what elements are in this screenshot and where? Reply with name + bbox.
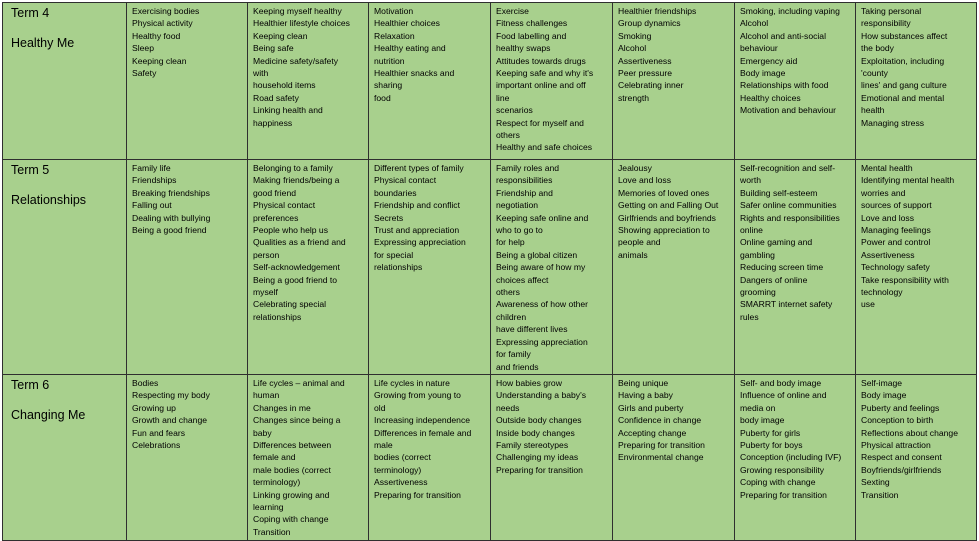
topic-cell [369,160,491,375]
topic-line: Changes in me [253,402,311,413]
topic-line: Relationships with food [740,80,829,91]
topic-line: Respect for myself and [496,117,584,128]
topic-line: Growth and change [132,415,208,426]
topic-line: Love and loss [861,212,915,223]
term-cell [3,3,127,160]
topic-line: Healthier choices [374,18,440,29]
term-theme: Healthy Me [11,36,75,50]
term-theme: Changing Me [11,408,86,422]
topic-line: Fitness challenges [496,18,568,29]
topic-line: old [374,402,386,413]
topic-line: SMARRT internet safety [740,299,833,310]
topic-line: good friend [253,187,297,198]
topic-line: Healthy choices [740,92,801,103]
topic-line: worth [740,175,762,186]
topic-line: Managing feelings [861,225,931,236]
topic-line: Technology safety [861,262,930,273]
topic-line: Puberty for girls [740,427,801,438]
topic-line: Friendship and conflict [374,200,460,211]
topic-line: Keeping safe online and [496,212,589,223]
topic-line: How substances affect [861,30,948,41]
topic-line: terminology) [374,464,422,475]
topic-line: Body image [740,68,786,79]
topic-line: food [374,92,391,103]
term-row-healthy-me [3,3,977,160]
topic-line: Inside body changes [496,427,575,438]
topic-line: Healthier friendships [618,6,697,16]
topic-cell [127,160,248,375]
topic-line: Environmental change [618,452,704,463]
topic-line: Transition [861,489,899,500]
topic-line: Respecting my body [132,390,210,401]
topic-line: gambling [740,249,775,260]
topic-line: bodies (correct [374,452,431,463]
topic-line: media on [740,402,776,413]
topic-line: Physical activity [132,18,193,29]
term-label: Term 6 [11,378,50,392]
topic-line: strength [618,92,650,103]
topic-line: Different types of family [374,163,464,173]
topic-line: negotiation [496,200,539,211]
topic-cell [248,160,369,375]
topic-line: Take responsibility with [861,274,949,285]
topic-line: Qualities as a friend and [253,237,346,248]
topic-line: Smoking [618,30,652,41]
topic-line: Boyfriends/girlfriends [861,464,942,475]
term-label: Term 5 [11,163,50,177]
topic-line: terminology) [253,477,301,488]
topic-line: Exploitation, including [861,55,945,66]
topic-cell [856,375,977,541]
topic-line: Preparing for transition [496,464,583,475]
topic-line: Healthier lifestyle choices [253,18,350,29]
topic-line: Taking personal [861,6,922,16]
topic-cell [491,375,613,541]
topic-line: Online gaming and [740,237,813,248]
topic-cell [248,375,369,541]
topic-line: others [496,287,520,298]
topic-line: Conception (including IVF) [740,452,842,463]
topic-cell [856,3,977,160]
topic-cell [735,160,856,375]
topic-cell [369,3,491,160]
topic-line: Differences in female and [374,427,472,438]
topic-line: Puberty for boys [740,440,803,451]
topic-line: important online and off [496,80,586,91]
topic-line: responsibility [861,18,911,29]
topic-line: Preparing for transition [374,489,461,500]
topic-line: Peer pressure [618,68,672,79]
topic-line: Keeping safe and why it's [496,68,594,79]
topic-line: Influence of online and [740,390,827,401]
topic-line: health [861,105,885,116]
topic-line: Rights and responsibilities [740,212,840,223]
topic-line: Emergency aid [740,55,798,66]
topic-line: Making friends/being a [253,175,340,186]
topic-line: Awareness of how other [496,299,589,310]
topic-line: Celebrating special [253,299,327,310]
topic-line: Healthy eating and [374,43,446,54]
curriculum-table [2,2,977,541]
topic-line: for help [496,237,525,248]
topic-line: needs [496,402,520,413]
topic-line: worries and [861,187,906,198]
topic-line: use [861,299,875,310]
topic-line: Alcohol and anti-social [740,30,826,41]
topic-line: Linking growing and [253,489,330,500]
topic-line: Reducing screen time [740,262,824,273]
topic-line: Being aware of how my [496,262,586,273]
topic-line: Exercising bodies [132,6,200,16]
topic-line: Girlfriends and boyfriends [618,212,716,223]
topic-line: Preparing for transition [618,440,705,451]
topic-line: who to go to [496,225,543,236]
topic-line: scenarios [496,105,533,116]
topic-line: Attitudes towards drugs [496,55,586,66]
topic-line: line [496,92,510,103]
topic-line: Emotional and mental [861,92,945,103]
topic-cell [856,160,977,375]
topic-line: Assertiveness [374,477,428,488]
topic-line: Jealousy [618,163,652,173]
topic-line: Life cycles in nature [374,378,450,388]
topic-line: Being a good friend [132,225,207,236]
topic-line: Mental health [861,163,913,173]
topic-line: Changes since being a [253,415,341,426]
topic-line: Assertiveness [861,249,915,260]
term-row-changing-me [3,375,977,541]
topic-line: baby [253,427,272,438]
topic-line: Safety [132,68,157,79]
topic-line: Puberty and feelings [861,402,940,413]
topic-line: Physical attraction [861,440,931,451]
topic-line: behaviour [740,43,778,54]
topic-line: Growing up [132,402,176,413]
topic-line: relationships [253,311,302,322]
topic-line: Celebrating inner [618,80,684,91]
topic-line: Smoking, including vaping [740,6,840,16]
topic-line: and friends [496,361,539,372]
topic-line: Physical contact [374,175,437,186]
topic-cell [613,160,735,375]
topic-line: Self-image [861,378,903,388]
topic-line: Keeping myself healthy [253,6,342,16]
topic-line: online [740,225,763,236]
topic-line: female and [253,452,296,463]
topic-line: people and [618,237,661,248]
topic-line: Falling out [132,200,172,211]
topic-line: Medicine safety/safety [253,55,339,66]
topic-line: Alcohol [740,18,769,29]
term-cell [3,375,127,541]
topic-line: Coping with change [253,514,329,525]
topic-cell [127,3,248,160]
topic-line: Healthy and safe choices [496,142,593,153]
topic-line: Secrets [374,212,404,223]
term-row-relationships [3,160,977,375]
term-label: Term 4 [11,6,50,20]
topic-line: Sexting [861,477,890,488]
topic-line: Group dynamics [618,18,681,29]
topic-cell [491,3,613,160]
topic-cell [735,3,856,160]
topic-line: boundaries [374,187,417,198]
topic-line: Motivation [374,6,414,16]
topic-line: Healthy food [132,30,181,41]
topic-line: Growing from young to [374,390,461,401]
topic-line: Breaking friendships [132,187,210,198]
topic-line: People who help us [253,225,329,236]
topic-line: happiness [253,117,293,128]
topic-line: Dangers of online [740,274,808,285]
topic-cell [127,375,248,541]
topic-line: Relaxation [374,30,415,41]
topic-line: nutrition [374,55,405,66]
topic-line: person [253,249,280,260]
topic-line: human [253,390,280,401]
topic-line: Differences between [253,440,332,451]
topic-line: choices affect [496,274,549,285]
topic-line: Fun and fears [132,427,186,438]
topic-line: Friendships [132,175,177,186]
topic-line: Being unique [618,378,669,388]
topic-line: Power and control [861,237,931,248]
topic-line: Outside body changes [496,415,582,426]
topic-line: male bodies (correct [253,464,331,475]
topic-line: Alcohol [618,43,647,54]
topic-line: Expressing appreciation [374,237,466,248]
topic-line: Friendship and [496,187,553,198]
topic-line: Being a good friend to [253,274,338,285]
topic-line: 'county [861,68,888,79]
topic-line: Family life [132,163,171,173]
topic-line: Family roles and [496,163,560,173]
topic-line: Respect and consent [861,452,942,463]
topic-line: Showing appreciation to [618,225,710,236]
topic-line: the body [861,43,894,54]
topic-line: Self-recognition and self- [740,163,836,173]
topic-line: have different lives [496,324,568,335]
topic-line: How babies grow [496,378,562,388]
topic-line: sources of support [861,200,932,211]
topic-line: male [374,440,393,451]
topic-line: relationships [374,262,423,273]
topic-line: Coping with change [740,477,816,488]
topic-line: Being a global citizen [496,249,578,260]
topic-line: Exercise [496,6,529,16]
topic-cell [491,160,613,375]
topic-line: Trust and appreciation [374,225,460,236]
topic-line: Being safe [253,43,294,54]
topic-line: Life cycles – animal and [253,378,345,388]
topic-line: Understanding a baby's [496,390,587,401]
topic-line: Keeping clean [253,30,308,41]
topic-line: Keeping clean [132,55,187,66]
topic-line: children [496,311,527,322]
topic-cell [613,3,735,160]
topic-line: Identifying mental health [861,175,955,186]
topic-line: technology [861,287,903,298]
topic-line: Linking health and [253,105,323,116]
topic-line: Accepting change [618,427,687,438]
topic-line: sharing [374,80,403,91]
topic-line: responsibilities [496,175,553,186]
topic-line: healthy swaps [496,43,551,54]
topic-line: Bodies [132,378,159,388]
topic-line: lines' and gang culture [861,80,947,91]
topic-line: myself [253,287,278,298]
topic-line: Expressing appreciation [496,336,588,347]
topic-line: rules [740,311,759,322]
topic-line: Belonging to a family [253,163,333,173]
topic-line: Physical contact [253,200,316,211]
topic-line: others [496,130,520,141]
topic-line: Girls and puberty [618,402,684,413]
topic-line: Memories of loved ones [618,187,710,198]
topic-cell [735,375,856,541]
topic-line: Preparing for transition [740,489,827,500]
topic-line: Growing responsibility [740,464,825,475]
topic-line: Confidence in change [618,415,702,426]
topic-line: Dealing with bullying [132,212,211,223]
topic-line: Safer online communities [740,200,837,211]
topic-line: Celebrations [132,440,181,451]
topic-line: Conception to birth [861,415,934,426]
topic-cell [613,375,735,541]
topic-cell [369,375,491,541]
topic-line: preferences [253,212,299,223]
topic-line: Having a baby [618,390,673,401]
term-theme: Relationships [11,193,87,207]
topic-line: Managing stress [861,117,925,128]
topic-line: Love and loss [618,175,672,186]
topic-line: Healthier snacks and [374,68,455,79]
topic-line: Assertiveness [618,55,672,66]
topic-line: Self-acknowledgement [253,262,340,273]
topic-line: household items [253,80,316,91]
topic-line: for special [374,249,414,260]
topic-cell [248,3,369,160]
topic-line: Self- and body image [740,378,822,388]
topic-line: Reflections about change [861,427,958,438]
topic-line: Body image [861,390,907,401]
topic-line: animals [618,249,648,260]
topic-line: Sleep [132,43,154,54]
topic-line: for family [496,349,531,360]
topic-line: Motivation and behaviour [740,105,837,116]
topic-line: grooming [740,287,776,298]
topic-line: learning [253,502,284,513]
topic-line: Food labelling and [496,30,567,41]
topic-line: Increasing independence [374,415,471,426]
topic-line: Getting on and Falling Out [618,200,719,211]
topic-line: Road safety [253,92,299,103]
topic-line: with [253,68,269,79]
term-cell [3,160,127,375]
topic-line: Challenging my ideas [496,452,579,463]
topic-line: Family stereotypes [496,440,569,451]
topic-line: body image [740,415,785,426]
topic-line: Building self-esteem [740,187,818,198]
topic-line: Transition [253,526,291,537]
